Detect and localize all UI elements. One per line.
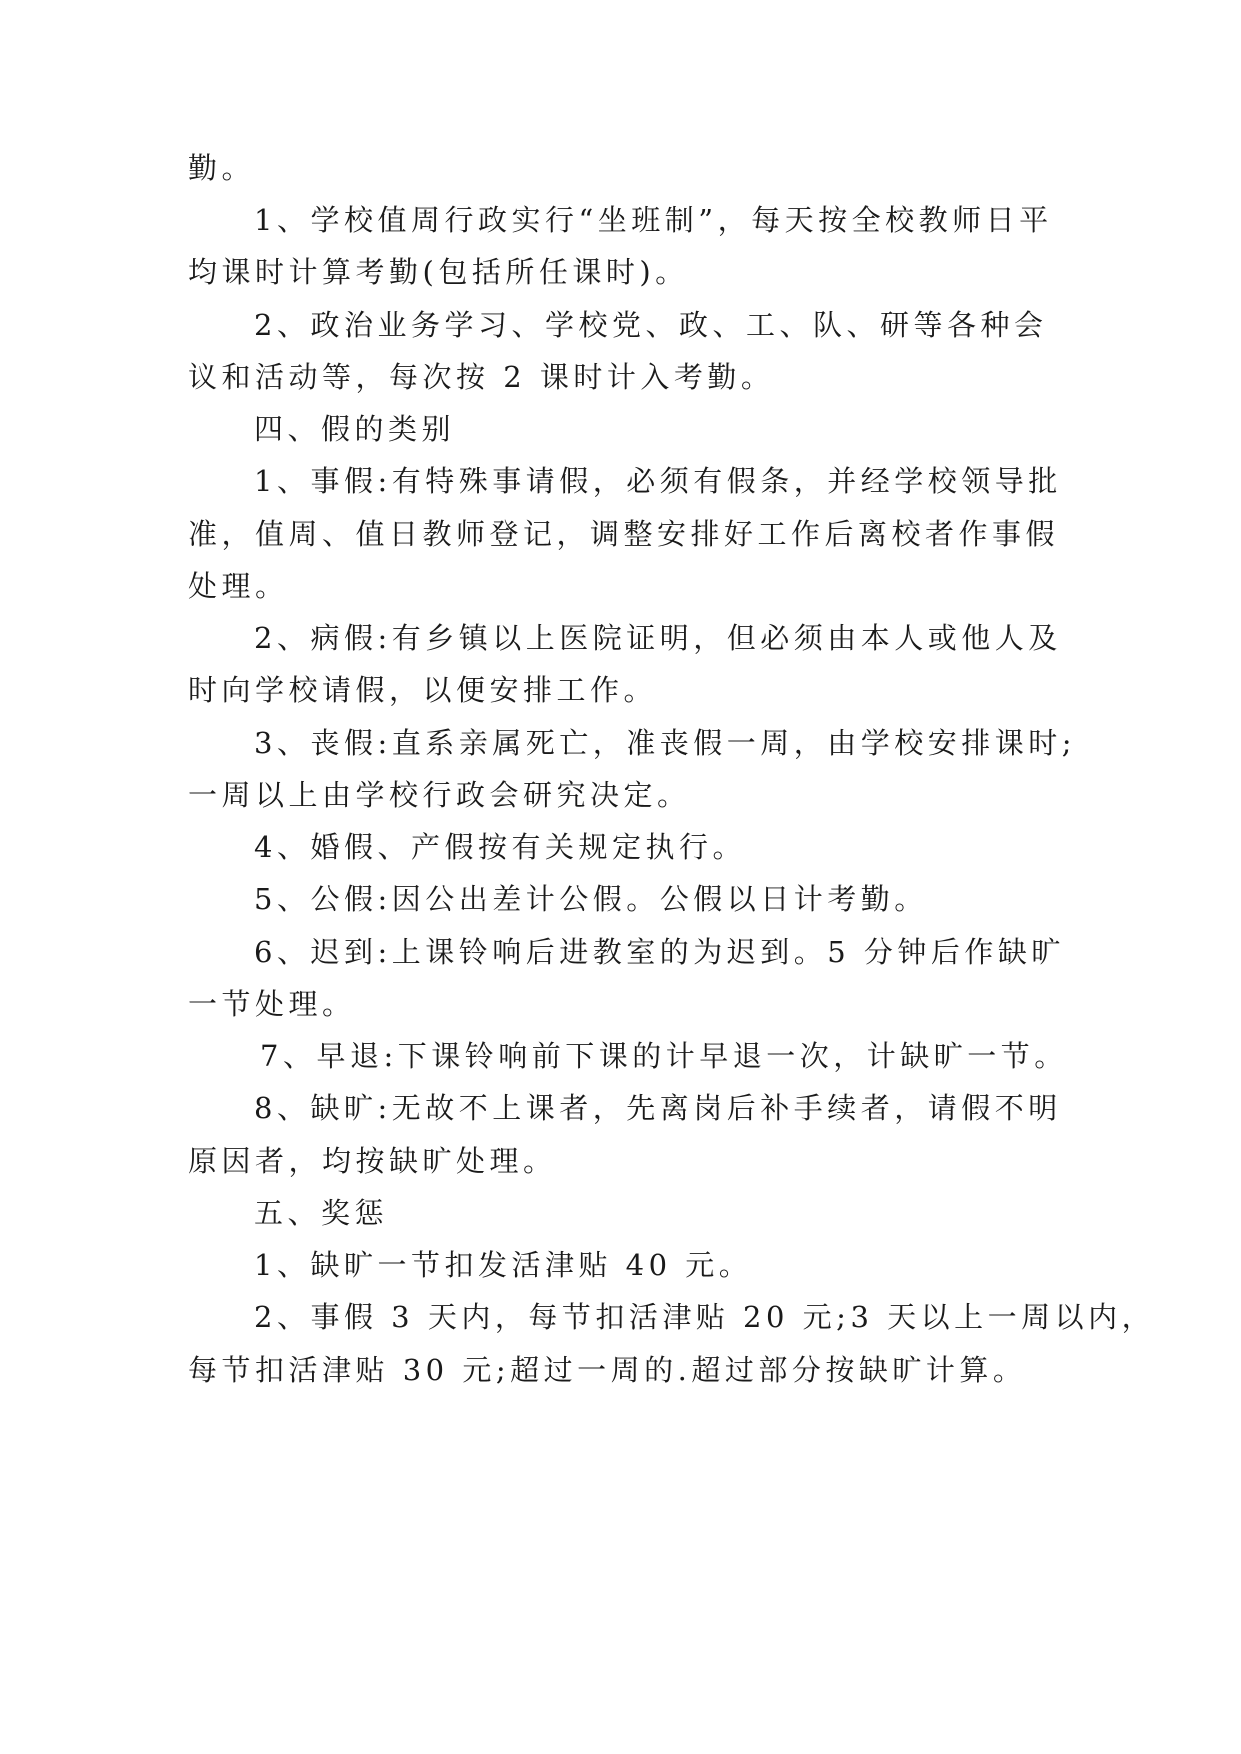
text-line-1: 勤。 <box>188 151 256 185</box>
text-line-4: 2、政治业务学习、学校党、政、工、队、研等各种会 <box>254 308 1048 342</box>
section-heading-leave-types: 四、假的类别 <box>254 412 456 446</box>
text-line-19: 8、缺旷:无故不上课者，先离岗后补手续者，请假不明 <box>254 1091 1062 1125</box>
text-line-13: 一周以上由学校行政会研究决定。 <box>188 778 691 812</box>
text-line-20: 原因者，均按缺旷处理。 <box>188 1144 557 1178</box>
text-line-23: 2、事假 3 天内，每节扣活津贴 20 元;3 天以上一周以内， <box>254 1300 1156 1334</box>
text-line-10: 2、病假:有乡镇以上医院证明，但必须由本人或他人及 <box>254 621 1062 655</box>
text-line-2: 1、学校值周行政实行“坐班制”，每天按全校教师日平 <box>254 203 1053 237</box>
text-line-22: 1、缺旷一节扣发活津贴 40 元。 <box>254 1248 753 1282</box>
text-line-9: 处理。 <box>188 569 289 603</box>
text-line-12: 3、丧假:直系亲属死亡，准丧假一周，由学校安排课时; <box>254 726 1076 760</box>
text-line-17: 一节处理。 <box>188 987 356 1021</box>
text-line-7: 1、事假:有特殊事请假，必须有假条，并经学校领导批 <box>254 464 1062 498</box>
text-line-14: 4、婚假、产假按有关规定执行。 <box>254 830 746 864</box>
text-line-18: 7、早退:下课铃响前下课的计早退一次，计缺旷一节。 <box>260 1039 1068 1073</box>
text-line-15: 5、公假:因公出差计公假。公假以日计考勤。 <box>254 882 928 916</box>
text-line-16: 6、迟到:上课铃响后进教室的为迟到。5 分钟后作缺旷 <box>254 935 1065 969</box>
text-line-11: 时向学校请假，以便安排工作。 <box>188 673 658 707</box>
text-line-5: 议和活动等，每次按 2 课时计入考勤。 <box>188 360 775 394</box>
text-line-24: 每节扣活津贴 30 元;超过一周的.超过部分按缺旷计算。 <box>188 1353 1027 1387</box>
section-heading-rewards-penalties: 五、奖惩 <box>254 1196 389 1230</box>
text-line-3: 均课时计算考勤(包括所任课时)。 <box>188 255 689 289</box>
text-line-8: 准，值周、值日教师登记，调整安排好工作后离校者作事假 <box>188 517 1060 551</box>
